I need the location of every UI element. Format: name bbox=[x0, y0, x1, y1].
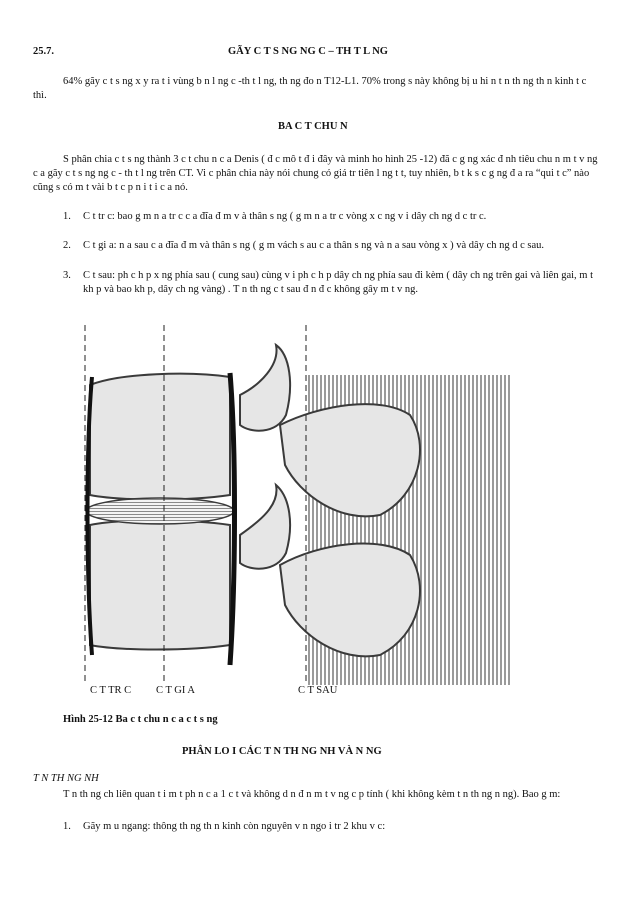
intervertebral-disc bbox=[86, 498, 234, 524]
list-number: 2. bbox=[63, 240, 71, 251]
spine-three-column-figure bbox=[80, 325, 550, 696]
spine-diagram bbox=[80, 325, 550, 685]
list-text: Gãy m u ngang: thông th ng th n kinh còn nguyên v n ngo i tr 2 khu v c: bbox=[83, 821, 386, 832]
figure-caption: Hình 25-12 Ba c t chu n c a c t s ng bbox=[63, 714, 218, 725]
section-number: 25.7. bbox=[33, 46, 54, 57]
three-column-paragraph: S phân chia c t s ng thành 3 c t chu n c a Denis ( đ c mô t đ i đây và minh ho hình 25 -12) đã c g ng xác đ nh tiêu chu n m t v ng c a gãy c t s ng ng c - th t l ng trên CT. Vi c phân chia này nói chung có giá tr tiên l ng t t, tuy nhiên, b t k s c g ng đ a ra “qui t c” nào cũng s có m t vài b t c p n i t i c a nó. bbox=[33, 154, 598, 193]
lower-pedicle bbox=[240, 485, 290, 569]
upper-spinous-process bbox=[280, 404, 420, 516]
list-item bbox=[63, 239, 603, 253]
list-item bbox=[63, 210, 603, 224]
list-text: C t gi a: n a sau c a đĩa đ m và thân s ng ( g m vách s au c a thân s ng và n a sau vòng x ) và dây ch ng d c sau. bbox=[83, 240, 545, 251]
label-middle-column: C T GI A bbox=[156, 685, 195, 696]
list-number: 1. bbox=[63, 211, 71, 222]
heading-three-column: BA C T CHU N bbox=[278, 121, 348, 132]
list-item bbox=[63, 269, 603, 297]
list-text: C t tr c: bao g m n a tr c c a đĩa đ m v à thân s ng ( g m n a tr c vòng x c ng v i dây ch ng d c tr c. bbox=[83, 211, 487, 222]
list-text: C t sau: ph c h p x ng phía sau ( cung sau) cùng v i ph c h p dây ch ng phía sau đi kèm ( dây ch ng trên gai và liên gai, m t kh p và bao kh p, dây ch ng vàng) . T n th ng c t sau đ n đ c không gây m t v ng. bbox=[83, 270, 594, 295]
upper-vertebral-body bbox=[90, 374, 230, 500]
list-number: 1. bbox=[63, 821, 71, 832]
heading-classification: PHÂN LO I CÁC T N TH NG NH VÀ N NG bbox=[182, 746, 382, 757]
lower-spinous-process bbox=[280, 544, 420, 657]
list-number: 3. bbox=[63, 270, 71, 281]
label-posterior-column: C T SAU bbox=[298, 685, 338, 696]
posterior-longitudinal-ligament bbox=[230, 373, 235, 665]
minor-injury-paragraph: T n th ng ch liên quan t i m t ph n c a 1 c t và không d n đ n m t v ng c p tính ( khi không kèm t n th ng n ng). Bao g m: bbox=[63, 789, 561, 800]
list-item bbox=[63, 820, 603, 834]
lower-vertebral-body bbox=[90, 521, 230, 650]
label-anterior-column: C T TR C bbox=[90, 685, 132, 696]
section-title: GÃY C T S NG NG C – TH T L NG bbox=[228, 46, 388, 57]
upper-pedicle bbox=[240, 345, 290, 431]
intro-paragraph: 64% gãy c t s ng x y ra t i vùng b n l ng c -th t l ng, th ng đo n T12-L1. 70% trong s này không bị u hi n t n th ng th n kinh t c thì. bbox=[33, 76, 587, 101]
subheading-minor-injury: T N TH NG NH bbox=[33, 773, 99, 784]
